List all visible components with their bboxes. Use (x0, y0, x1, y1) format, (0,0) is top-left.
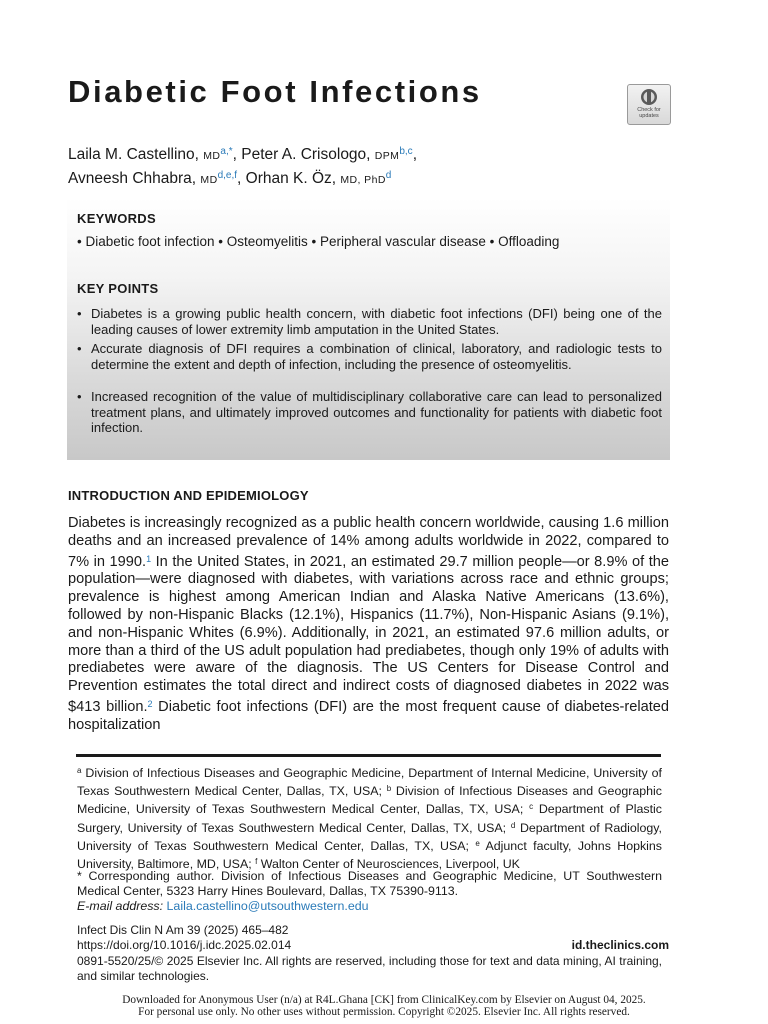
author-affiliation-sup[interactable]: d (385, 170, 392, 181)
key-point-item (77, 306, 662, 337)
article-title: Diabetic Foot Infections (68, 74, 482, 109)
email-line (77, 899, 662, 914)
corresponding-author-footnote (77, 869, 662, 899)
affiliation-text: Department of Plastic Surgery, University of Texas Southwestern Medical Center, Dallas, TX, USA; (77, 802, 662, 835)
keywords-list: • Diabetic foot infection • Osteomyelitis • Peripheral vascular disease • Offloading (77, 234, 560, 249)
author-affiliation-sup[interactable]: a,* (220, 146, 233, 157)
author-separator: , (412, 146, 417, 163)
body-paragraph (68, 515, 669, 735)
download-notice-line-2: For personal use only. No other uses without permission. Copyright ©2025. Elsevier Inc. All rights reserved. (138, 1006, 630, 1018)
affiliation-sup: d (510, 820, 516, 830)
affiliation-sup: b (386, 784, 392, 794)
affiliation-text: Department of Radiology, University of Texas Southwestern Medical Center, Dallas, TX, USA; (77, 820, 662, 853)
author-name: Laila M. Castellino, (68, 146, 204, 163)
author-degree: DPM (374, 150, 400, 162)
key-point-text: Accurate diagnosis of DFI requires a combination of clinical, laboratory, and radiologic tests to determine the extent and depth of infection, including the presence of osteomyelitis. (91, 341, 662, 372)
affiliation-text: Walton Center of Neurosciences, Liverpool, UK (257, 857, 520, 872)
reference-link[interactable]: 1 (146, 553, 152, 564)
author-list (68, 142, 708, 190)
body-text: In the United States, in 2021, an estimated 29.7 million people—or 8.9% of the population—were diagnosed with diabetes, with variations across race and ethnic groups; prevalence is highest among American Indian and Alaska Native Americans (13.6%), followed by non-Hispanic Blacks (12.1%), Hispanics (11.7%), Non-Hispanic Asians (9.1%), and non-Hispanic Whites (6.9%). Additionally, in 2021, an estimated 97.6 million adults, or more than a third of the US adult population had prediabetes, though only 19% of adults with prediabetes were aware of the diagnosis. The US Centers for Disease Control and Prevention estimates the total direct and indirect costs of diagnosed diabetes in 2022 was $413 billion. (68, 553, 669, 715)
journal-site: id.theclinics.com (571, 938, 669, 952)
author-affiliation-sup[interactable]: d,e,f (217, 170, 238, 181)
body-text: Diabetic foot infections (DFI) are the most frequent cause of diabetes-related hospitalization (68, 698, 669, 733)
reference-link[interactable]: 2 (147, 698, 153, 709)
doi-link[interactable]: https://doi.org/10.1016/j.idc.2025.02.014 (77, 938, 292, 952)
affiliations-footnote (77, 763, 662, 872)
badge-line-1: Check for (637, 107, 661, 113)
affiliation-sup: f (255, 857, 258, 867)
key-point-text: Diabetes is a growing public health concern, with diabetic foot infections (DFI) being one of the leading causes of lower extremity limb amputation in the United States. (91, 306, 662, 337)
affiliation-text: Division of Infectious Diseases and Geographic Medicine, Department of Internal Medicine, University of Texas Southwestern Medical Center, Dallas, TX, USA; (77, 766, 662, 799)
keywords-heading: KEYWORDS (77, 211, 156, 226)
bullet-icon: • (77, 341, 82, 356)
affiliation-sup: a (77, 766, 82, 775)
footnote-divider (76, 754, 661, 757)
affiliation-text: Adjunct faculty, Johns Hopkins University, Baltimore, MD, USA; (77, 838, 663, 872)
badge-line-2: updates (639, 113, 659, 119)
affiliation-sup: c (529, 802, 534, 812)
affiliation-text: Division of Infectious Diseases and Geographic Medicine, University of Texas Southwestern Medical Center, Dallas, TX, USA; (77, 784, 662, 817)
check-for-updates-badge[interactable] (627, 84, 671, 125)
email-label: E-mail address: (77, 899, 164, 913)
download-notice-line-1: Downloaded for Anonymous User (n/a) at R4L.Ghana [CK] from ClinicalKey.com by Elsevier on August 04, 2025. (122, 994, 646, 1006)
author-name: , Peter A. Crisologo, (232, 146, 375, 163)
author-affiliation-sup[interactable]: b,c (399, 146, 413, 157)
author-name: , Orhan K. Öz, (237, 170, 341, 187)
author-degree: MD (203, 150, 221, 162)
journal-citation: Infect Dis Clin N Am 39 (2025) 465–482 (77, 923, 289, 937)
author-degree: MD (200, 174, 218, 186)
affiliation-sup: e (475, 838, 480, 848)
bullet-icon: • (77, 306, 82, 321)
copyright-notice: 0891-5520/25/© 2025 Elsevier Inc. All rights are reserved, including those for text and data mining, AI training, and similar technologies. (77, 954, 662, 983)
email-link[interactable]: Laila.castellino@utsouthwestern.edu (166, 899, 369, 913)
bullet-icon: • (77, 389, 82, 404)
key-points-heading: KEY POINTS (77, 281, 159, 296)
key-point-item (77, 389, 662, 436)
check-for-updates-icon (638, 88, 660, 106)
body-text: Diabetes is increasingly recognized as a public health concern worldwide, causing 1.6 million deaths and an increased prevalence of 14% among adults worldwide in 2022, compared to 7% in 1990. (68, 515, 669, 570)
section-heading: INTRODUCTION AND EPIDEMIOLOGY (68, 488, 309, 503)
key-point-text: Increased recognition of the value of multidisciplinary collaborative care can lead to personalized treatment plans, and ultimately improved outcomes and functionality for patients with diabetic foot infection. (91, 389, 662, 435)
key-point-item (77, 341, 662, 372)
corresponding-author-text: * Corresponding author. Division of Infectious Diseases and Geographic Medicine, UT Southwestern Medical Center, 5323 Harry Hines Boulevard, Dallas, TX 75390-9113. (77, 869, 662, 899)
author-name: Avneesh Chhabra, (68, 170, 201, 187)
author-degree: MD, PhD (340, 174, 386, 186)
